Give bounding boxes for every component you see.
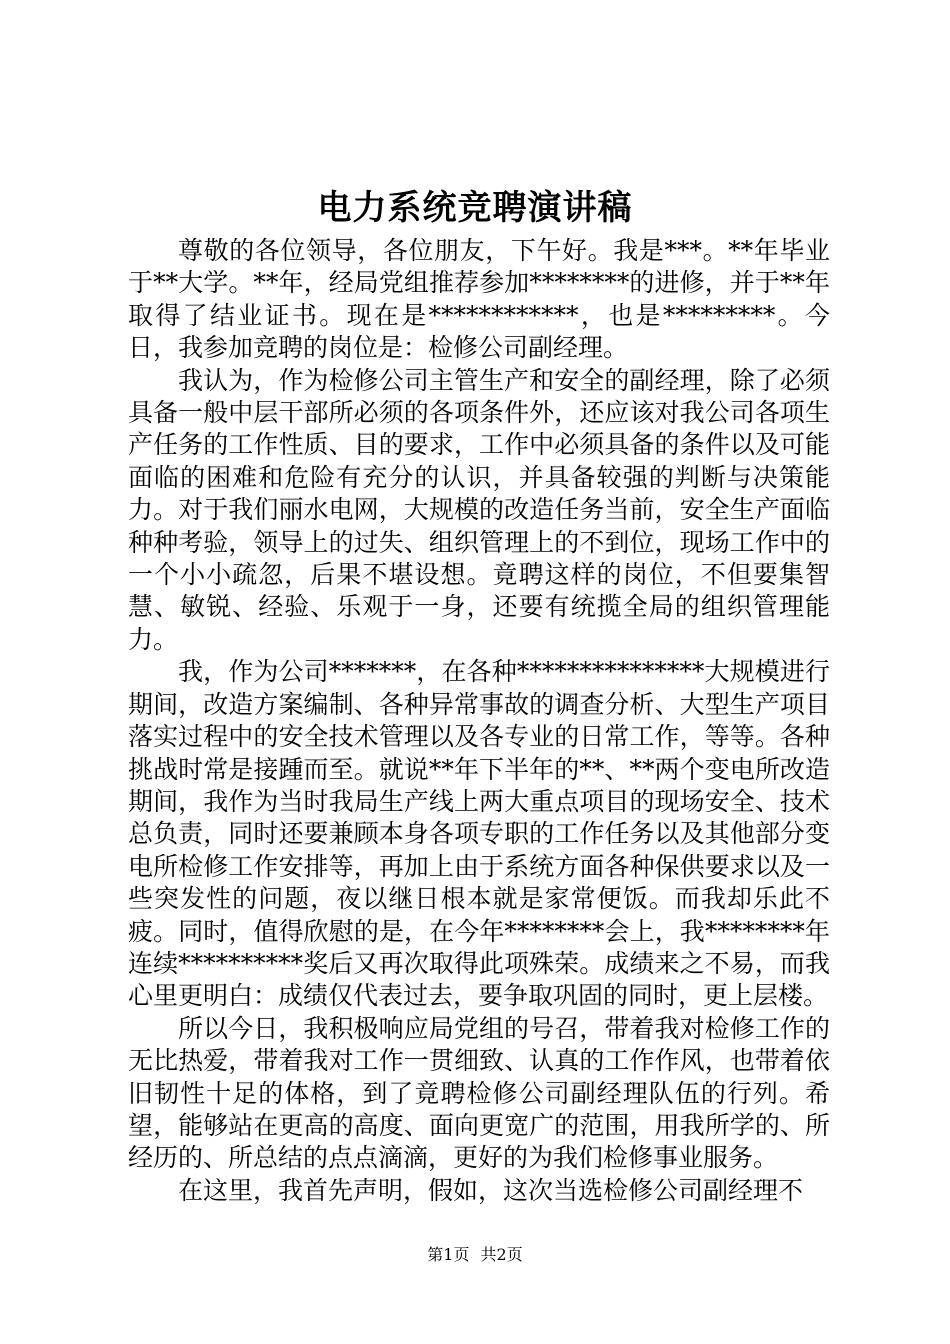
paragraph-3: 我，作为公司*******，在各种***************大规模进行期间，改造方案编制、各种异常事故的调查分析、大型生产项目落实过程中的安全技术管理以及各专业的日常工作，等等。各种挑战时常是接踵而至。就说**年下半年的**、**两个变电所改造期间，我作为当时我局生产线上两大重点项目的现场安全、技术总负责，同时还要兼顾本身各项专职的工作任务以及其他部分变电所检修工作安排等，再加上由于系统方面各种保供要求以及一些突发性的问题，夜以继日根本就是家常便饭。而我却乐此不疲。同时，值得欣慰的是，在今年********会上，我********年连续**********奖后又再次取得此项殊荣。成绩来之不易，而我心里更明白：成绩仅代表过去，要争取巩固的同时，更上层楼。 [128,657,830,1011]
page-total: 共2页 [480,1245,523,1264]
document-title: 电力系统竞聘演讲稿 [317,188,633,228]
page-footer [0,1244,950,1266]
paragraph-4: 所以今日，我积极响应局党组的号召，带着我对检修工作的无比热爱，带着我对工作一贯细致、认真的工作作风，也带着依旧韧性十足的体格，到了竟聘检修公司副经理队伍的行列。希望，能够站在更高的高度、面向更宽广的范围，用我所学的、所经历的、所总结的点点滴滴，更好的为我们检修事业服务。 [128,1013,830,1173]
paragraph-1: 尊敬的各位领导，各位朋友，下午好。我是***。**年毕业于**大学。**年，经局党组推荐参加********的进修，并于**年取得了结业证书。现在是************，也是*********。今日，我参加竞聘的岗位是：检修公司副经理。 [128,236,830,363]
document-body [128,235,830,1207]
paragraph-5: 在这里，我首先声明，假如，这次当选检修公司副经理不 [178,1175,804,1205]
paragraph-2: 我认为，作为检修公司主管生产和安全的副经理，除了必须具备一般中层干部所必须的各项条件外，还应该对我公司各项生产任务的工作性质、目的要求，工作中必须具备的条件以及可能面临的困难和危险有充分的认识，并具备较强的判断与决策能力。对于我们丽水电网，大规模的改造任务当前，安全生产面临种种考验，领导上的过失、组织管理上的不到位，现场工作中的一个小小疏忽，后果不堪设想。竟聘这样的岗位，不但要集智慧、敏锐、经验、乐观于一身，还要有统揽全局的组织管理能力。 [128,365,830,654]
page-number: 第1页 [427,1245,470,1264]
